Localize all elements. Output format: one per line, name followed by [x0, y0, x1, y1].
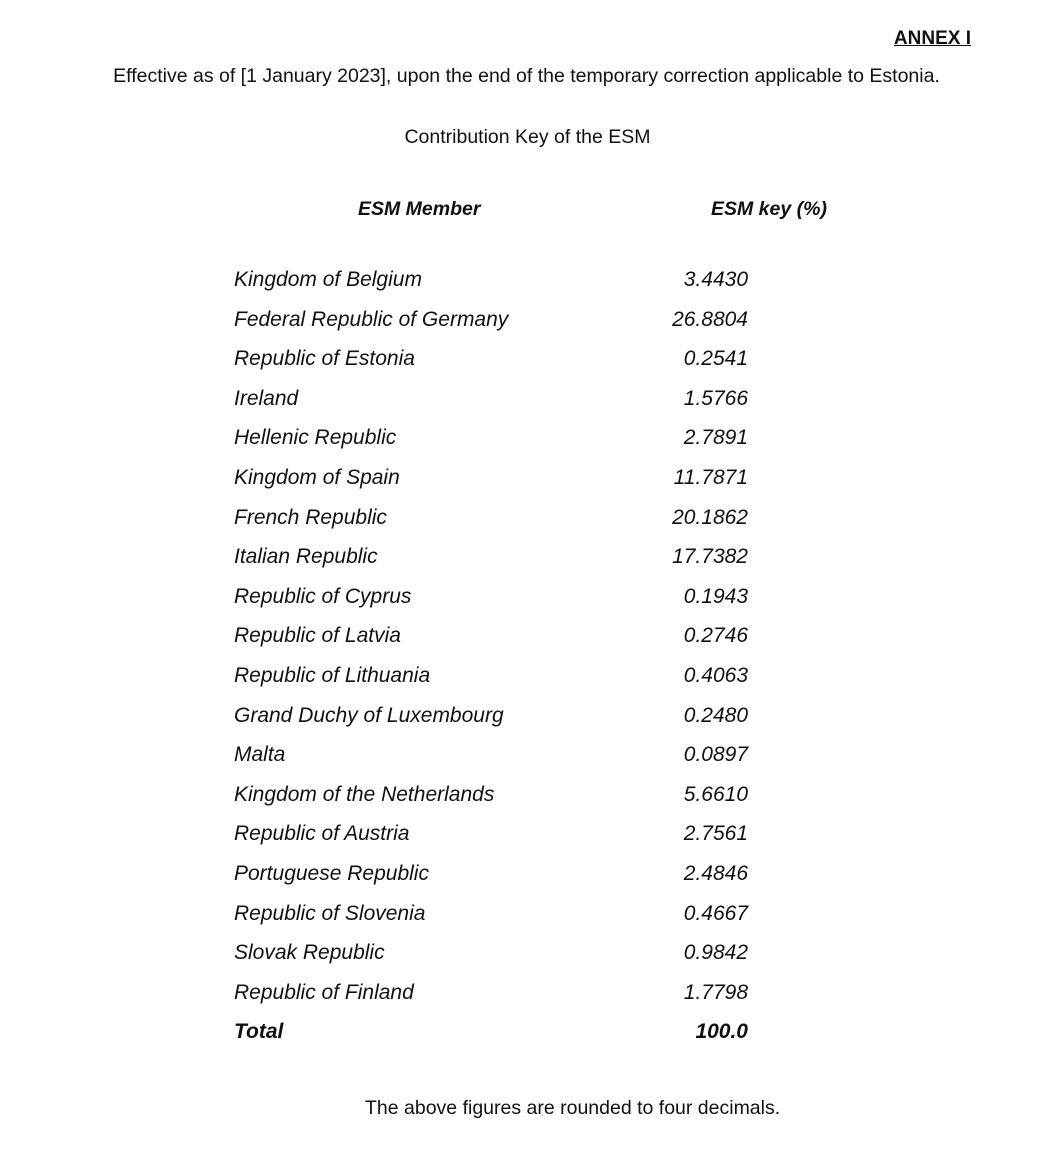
table-title: Contribution Key of the ESM [404, 126, 651, 148]
key-value: 0.9842 [683, 941, 748, 965]
table-row [234, 424, 774, 464]
table-row [234, 464, 774, 504]
key-value: 1.5766 [683, 386, 748, 410]
key-value: 2.4846 [683, 861, 748, 885]
key-value: 26.8804 [672, 307, 748, 331]
member-name: Republic of Latvia [234, 624, 401, 648]
table-row [234, 266, 774, 306]
member-name: French Republic [234, 505, 387, 529]
table-row [234, 306, 774, 346]
total-row [234, 1018, 774, 1058]
key-value: 0.2541 [683, 347, 748, 371]
table-row [234, 939, 774, 979]
member-name: Republic of Finland [234, 980, 414, 1004]
table-row [234, 385, 774, 425]
table-row [234, 741, 774, 781]
table-row [234, 900, 774, 940]
key-value: 2.7891 [683, 426, 748, 450]
member-name: Italian Republic [234, 545, 378, 569]
member-name: Republic of Estonia [234, 347, 415, 371]
table-row [234, 820, 774, 860]
member-name: Hellenic Republic [234, 426, 397, 450]
member-name: Ireland [234, 386, 299, 410]
table-row [234, 543, 774, 583]
total-label: Total [234, 1020, 284, 1044]
key-value: 3.4430 [683, 268, 748, 291]
effective-date-statement: Effective as of [1 January 2023], upon the end of the temporary correction applicable to Estonia. [113, 65, 940, 87]
key-value: 0.4063 [683, 663, 748, 687]
member-name: Kingdom of the Netherlands [234, 782, 495, 806]
table-row [234, 622, 774, 662]
member-name: Kingdom of Belgium [234, 268, 422, 291]
table-row [234, 583, 774, 623]
member-name: Republic of Cyprus [234, 584, 412, 608]
table-row [234, 662, 774, 702]
key-value: 5.6610 [683, 782, 748, 806]
key-value: 2.7561 [683, 822, 748, 846]
key-value: 11.7871 [673, 465, 748, 489]
table-row [234, 345, 774, 385]
table-row [234, 860, 774, 900]
member-name: Grand Duchy of Luxembourg [234, 703, 504, 727]
contribution-key-table [234, 266, 774, 1058]
annex-heading: ANNEX I [893, 28, 971, 49]
key-value: 1.7798 [683, 980, 748, 1004]
member-name: Republic of Slovenia [234, 901, 426, 925]
key-value: 0.4667 [683, 901, 748, 925]
member-name: Malta [234, 743, 286, 767]
member-name: Portuguese Republic [234, 861, 429, 885]
column-header-member: ESM Member [358, 198, 481, 220]
key-value: 0.1943 [683, 584, 748, 608]
table-row [234, 979, 774, 1019]
table-row [234, 504, 774, 544]
key-value: 0.2746 [683, 624, 748, 648]
member-name: Republic of Austria [234, 822, 410, 846]
table-row [234, 781, 774, 821]
total-value: 100.0 [695, 1020, 748, 1044]
member-name: Slovak Republic [234, 941, 385, 965]
member-name: Federal Republic of Germany [234, 307, 509, 331]
member-name: Republic of Lithuania [234, 663, 431, 687]
member-name: Kingdom of Spain [234, 465, 400, 489]
key-value: 17.7382 [672, 545, 748, 569]
table-row [234, 702, 774, 742]
key-value: 20.1862 [672, 505, 748, 529]
column-header-key: ESM key (%) [711, 198, 827, 220]
rounding-footnote: The above figures are rounded to four decimals. [365, 1097, 781, 1119]
key-value: 0.0897 [683, 743, 748, 767]
key-value: 0.2480 [683, 703, 748, 727]
